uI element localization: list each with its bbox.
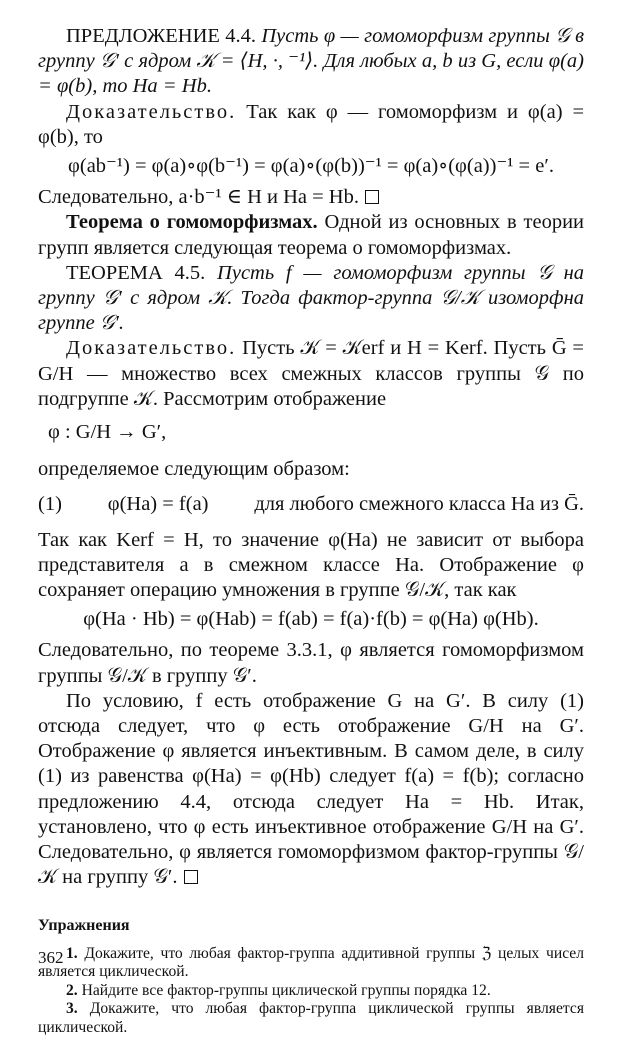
exercise-number: 2. — [66, 981, 78, 999]
section-intro-text: Одной из основных в теории групп является следующая теорема о гомоморфизмах. — [38, 211, 585, 259]
exercise-item — [38, 982, 584, 1001]
theorem-4-5 — [38, 261, 584, 337]
theorem-statement: Пусть f — гомоморфизм группы 𝒢 на группу 𝒢′ с ядром 𝒦. Тогда фактор-группа 𝒢/𝒦 изоморфна группе 𝒢′. — [38, 261, 584, 335]
exercise-text: Найдите все фактор-группы циклической группы порядка 12. — [81, 981, 491, 999]
definition-rhs: для любого смежного класса Ha из Ḡ. — [254, 493, 584, 516]
exercise-text: Докажите, что любая фактор-группа аддитивной группы ℨ целых чисел является циклической. — [38, 944, 585, 980]
theorem-heading: ТЕОРЕМА 4.5. — [66, 261, 206, 284]
exercise-item — [38, 1000, 584, 1037]
proof-heading: Доказательство. — [66, 337, 237, 360]
qed-square-icon — [365, 190, 379, 204]
proof-1-intro — [38, 100, 584, 150]
proposition-4-4 — [38, 24, 584, 100]
exercises-heading: Упражнения — [38, 916, 130, 934]
section-heading: Теорема о гомоморфизмах. — [66, 211, 318, 234]
proof-1-conclusion — [38, 185, 584, 210]
proof-1-conclusion-text: Следовательно, a·b⁻¹ ∈ H и Ha = Hb. — [38, 186, 359, 209]
exercise-text: Докажите, что любая фактор-группа циклической группы является циклической. — [38, 1000, 584, 1036]
page-number: 362 — [38, 948, 64, 967]
proof-1-text: Так как φ — гомоморфизм и φ(a) = φ(b), то — [38, 100, 585, 148]
proof-heading: Доказательство. — [66, 100, 237, 123]
proposition-heading: ПРЕДЛОЖЕНИЕ 4.4. — [66, 25, 257, 47]
definition-number: (1) — [38, 493, 62, 516]
proof-2-paragraph-2: определяемое следующим образом: — [38, 458, 350, 481]
proof-2-text-1: Пусть 𝒦 = 𝒦erf и H = Kerf. Пусть Ḡ = G/H — множество всех смежных классов группы 𝒢 по подгруппе 𝒦. Рассмотрим отображение — [38, 337, 584, 410]
mapping-definition: φ : G/H → G′, — [48, 421, 167, 444]
homomorphism-theorem-intro — [38, 210, 584, 260]
proof-2-text-5: По условию, f есть отображение G на G′. В силу (1) отсюда следует, что φ есть отображение G/H на G′. Отображение φ является инъективным. В самом деле, в силу (1) из равенства φ(Ha) = φ(Hb) следует f(a) = f(b); согласно предложению 4.4, отсюда следует Ha = Hb. Итак, установлено, что φ есть инъективное отображение G/H на G′. Следовательно, φ является гомоморфизмом фактор-группы 𝒢/𝒦 на группу 𝒢′. — [38, 689, 584, 889]
qed-square-icon — [184, 870, 198, 884]
exercise-number: 1. — [66, 944, 78, 962]
definition-1 — [38, 492, 584, 517]
proof-2-paragraph-5 — [38, 689, 584, 891]
proof-2-paragraph-3: Так как Kerf = H, то значение φ(Ha) не зависит от выбора представителя a в смежном классе Ha. Отображение φ сохраняет операцию умножения в группе 𝒢/𝒦, так как — [38, 528, 584, 602]
exercise-item — [38, 945, 584, 982]
proof-2-paragraph-4: Следовательно, по теореме 3.3.1, φ является гомоморфизмом группы 𝒢/𝒦 в группу 𝒢′. — [38, 639, 584, 687]
equation-multiplication-preserved: φ(Ha · Hb) = φ(Hab) = f(ab) = f(a)·f(b) = φ(Ha) φ(Hb). — [83, 608, 539, 631]
equation-phi-ab-inverse: φ(ab⁻¹) = φ(a)∘φ(b⁻¹) = φ(a)∘(φ(b))⁻¹ = φ(a)∘(φ(a))⁻¹ = e′. — [68, 155, 554, 178]
definition-lhs: φ(Ha) = f(a) — [107, 493, 209, 516]
exercise-number: 3. — [66, 1000, 78, 1017]
proof-2-paragraph-1 — [38, 336, 584, 412]
proposition-statement: Пусть φ — гомоморфизм группы 𝒢 в группу 𝒢′ с ядром 𝒦 = ⟨H, ·, ⁻¹⟩. Для любых a, b из G, если φ(a) = φ(b), то Ha = Hb. — [38, 25, 584, 98]
